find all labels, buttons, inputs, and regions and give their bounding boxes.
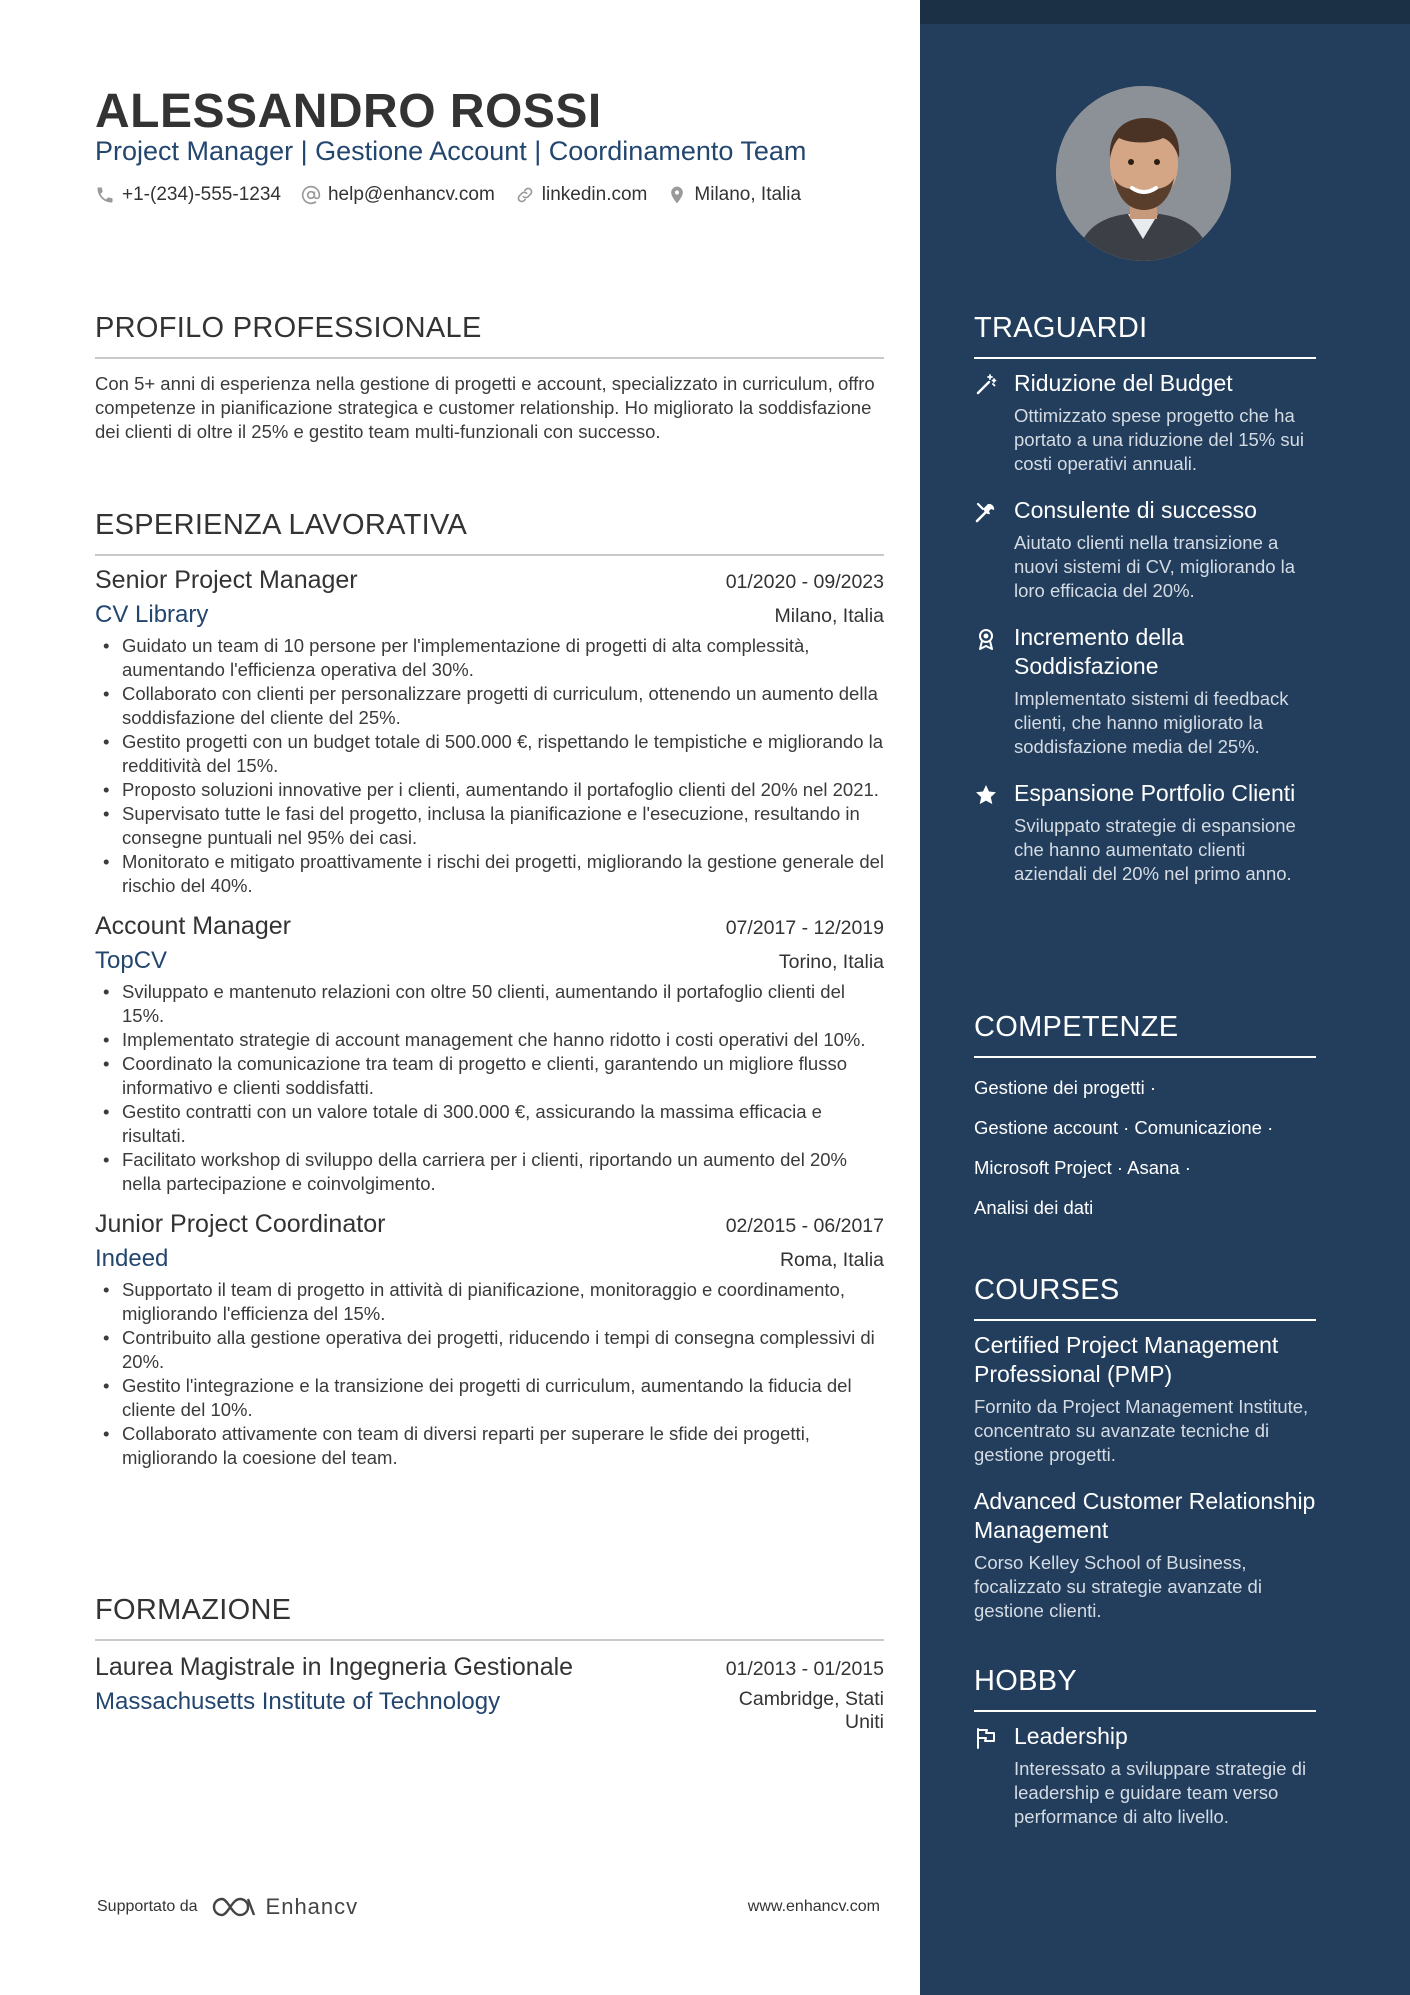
- job-dates: 07/2017 - 12/2019: [725, 917, 884, 939]
- brand-name: Enhancv: [265, 1894, 359, 1919]
- job-title: Senior Project Manager: [95, 566, 358, 594]
- profile-photo-icon: [1056, 86, 1231, 261]
- company-name: TopCV: [95, 947, 168, 974]
- contact-phone[interactable]: [95, 184, 281, 206]
- link-icon: [515, 185, 535, 205]
- summary-section: [95, 312, 884, 444]
- job-location: Roma, Italia: [779, 1249, 884, 1271]
- contact-location: [667, 184, 801, 206]
- bullet: • Contribuito alla gestione operativa dei progetti, riducendo i tempi di consegna complessivi di 20%.: [95, 1326, 884, 1374]
- bullet: • Supportato il team di progetto in attività di pianificazione, monitoraggio e coordinamento, migliorando l'efficienza del 15%.: [95, 1278, 884, 1326]
- contact-linkedin[interactable]: [515, 184, 648, 206]
- award-icon: [974, 627, 998, 651]
- candidate-name: ALESSANDRO ROSSI: [95, 85, 602, 138]
- experience-title: ESPERIENZA LAVORATIVA: [95, 509, 884, 556]
- achievement-item: [974, 623, 1316, 759]
- achievements-section: [974, 312, 1316, 886]
- achievement-title: Incremento della Soddisfazione: [1014, 624, 1185, 679]
- hobby-title: HOBBY: [974, 1665, 1316, 1712]
- bullet: • Facilitato workshop di sviluppo della carriera per i clienti, riportando un aumento del 20% nella partecipazione e coinvolgimento.: [95, 1148, 884, 1196]
- education-section: [95, 1594, 884, 1734]
- headline: Project Manager | Gestione Account | Coordinamento Team: [95, 136, 807, 166]
- job-title: Account Manager: [95, 912, 291, 940]
- achievements-title: TRAGUARDI: [974, 312, 1316, 359]
- degree-title: Laurea Magistrale in Ingegneria Gestionale: [95, 1653, 574, 1681]
- phone-text: +1-(234)-555-1234: [122, 184, 281, 205]
- avatar: [1056, 86, 1231, 261]
- bullet: • Gestito progetti con un budget totale di 500.000 €, rispettando le tempistiche e migliorando la redditività del 15%.: [95, 730, 884, 778]
- job-entry: [95, 1210, 884, 1470]
- summary-text: Con 5+ anni di esperienza nella gestione di progetti e account, specializzato in curriculum, offro competenze in pianificazione strategica e customer relationship. Ho migliorato la soddisfazione dei clienti di oltre il 25% e gestito team multi-funzionali con successo.: [95, 373, 875, 442]
- footer-url[interactable]: www.enhancv.com: [747, 1898, 880, 1915]
- achievement-title: Riduzione del Budget: [1014, 370, 1233, 396]
- job-entry: [95, 912, 884, 1196]
- course-desc: Fornito da Project Management Institute, concentrato su avanzate tecniche di gestione progetti.: [974, 1396, 1309, 1465]
- bullet: • Implementato strategie di account management che hanno ridotto i costi operativi del 10%.: [95, 1028, 884, 1052]
- bullet: • Guidato un team di 10 persone per l'implementazione di progetti di alta complessità, aumentando l'efficienza operativa del 30%.: [95, 634, 884, 682]
- job-dates: 02/2015 - 06/2017: [725, 1215, 884, 1237]
- school-name: Massachusetts Institute of Technology: [95, 1688, 501, 1715]
- bullet: • Collaborato attivamente con team di diversi reparti per superare le sfide dei progetti, migliorando la coesione del team.: [95, 1422, 884, 1470]
- course-title: Certified Project Management Professional (PMP): [974, 1332, 1279, 1387]
- bullet: • Proposto soluzioni innovative per i clienti, aumentando il portafoglio clienti del 20% nel 2021.: [95, 778, 884, 802]
- bullet: • Coordinato la comunicazione tra team di progetto e clienti, garantendo un migliore flusso informativo e clienti soddisfatti.: [95, 1052, 884, 1100]
- location-pin-icon: [667, 185, 687, 205]
- achievement-item: [974, 779, 1316, 886]
- contact-email[interactable]: [301, 184, 495, 206]
- education-location: Cambridge, Stati Uniti: [738, 1688, 884, 1733]
- hobby-section: [974, 1665, 1316, 1829]
- skill-line: Gestione dei progetti ·: [974, 1077, 1157, 1098]
- tools-icon: [974, 500, 998, 524]
- skill-line: Gestione account · Comunicazione ·: [974, 1117, 1274, 1138]
- magic-wand-icon: [974, 373, 998, 397]
- job-entry: [95, 566, 884, 898]
- experience-section: [95, 509, 884, 1470]
- achievement-desc: Implementato sistemi di feedback clienti, che hanno migliorato la soddisfazione media del 25%.: [1014, 688, 1289, 757]
- footer: [97, 1894, 880, 1920]
- powered-by-text: Supportato da: [97, 1898, 198, 1915]
- bullet: • Monitorato e mitigato proattivamente i rischi dei progetti, migliorando la gestione generale del rischio del 40%.: [95, 850, 884, 898]
- at-icon: [301, 185, 321, 205]
- courses-title: COURSES: [974, 1274, 1316, 1321]
- company-name: Indeed: [95, 1245, 169, 1272]
- bullet: • Sviluppato e mantenuto relazioni con oltre 50 clienti, aumentando il portafoglio clienti del 15%.: [95, 980, 884, 1028]
- bullet: • Collaborato con clienti per personalizzare progetti di curriculum, ottenendo un aumento della soddisfazione del cliente del 25%.: [95, 682, 884, 730]
- location-text: Milano, Italia: [694, 184, 802, 205]
- achievement-title: Espansione Portfolio Clienti: [1014, 780, 1296, 806]
- job-location: Torino, Italia: [778, 951, 884, 973]
- achievement-item: [974, 496, 1316, 603]
- phone-icon: [95, 185, 115, 205]
- star-icon: [974, 783, 998, 807]
- job-bullets: [95, 980, 884, 1196]
- enhancv-logo-icon: [210, 1894, 258, 1920]
- course-item: [974, 1331, 1316, 1467]
- sidebar-top-bar: [920, 0, 1410, 24]
- skill-line: Analisi dei dati: [974, 1197, 1094, 1218]
- bullet: • Gestito contratti con un valore totale di 300.000 €, assicurando la massima efficacia e risultati.: [95, 1100, 884, 1148]
- achievement-item: [974, 369, 1316, 476]
- hobby-item: [974, 1722, 1316, 1829]
- bullet: • Gestito l'integrazione e la transizione dei progetti di curriculum, aumentando la fiducia del cliente del 10%.: [95, 1374, 884, 1422]
- achievement-title: Consulente di successo: [1014, 497, 1257, 523]
- skills-list: [974, 1068, 1316, 1228]
- skills-section: [974, 1011, 1316, 1228]
- job-title: Junior Project Coordinator: [95, 1210, 386, 1238]
- skill-line: Microsoft Project · Asana ·: [974, 1157, 1191, 1178]
- hobby-name: Leadership: [1014, 1723, 1128, 1749]
- flag-icon: [974, 1726, 998, 1750]
- course-desc: Corso Kelley School of Business, focalizzato su strategie avanzate di gestione clienti.: [974, 1552, 1262, 1621]
- job-bullets: [95, 634, 884, 898]
- achievement-desc: Aiutato clienti nella transizione a nuovi sistemi di CV, migliorando la loro efficacia del 20%.: [1014, 532, 1296, 601]
- email-text: help@enhancv.com: [327, 184, 495, 205]
- courses-section: [974, 1274, 1316, 1623]
- contact-bar: [95, 184, 821, 206]
- achievement-desc: Ottimizzato spese progetto che ha portato a una riduzione del 15% sui costi operativi annuali.: [1014, 405, 1305, 474]
- education-dates: 01/2013 - 01/2015: [725, 1658, 884, 1680]
- summary-title: PROFILO PROFESSIONALE: [95, 312, 884, 359]
- education-title: FORMAZIONE: [95, 1594, 884, 1641]
- achievement-desc: Sviluppato strategie di espansione che hanno aumentato clienti aziendali del 20% nel primo anno.: [1014, 815, 1296, 884]
- hobby-desc: Interessato a sviluppare strategie di leadership e guidare team verso performance di alto livello.: [1014, 1758, 1307, 1827]
- job-location: Milano, Italia: [774, 605, 884, 627]
- skills-title: COMPETENZE: [974, 1011, 1316, 1058]
- course-item: [974, 1487, 1316, 1623]
- bullet: • Supervisato tutte le fasi del progetto, inclusa la pianificazione e l'esecuzione, resultando in consegne puntuali nel 95% dei casi.: [95, 802, 884, 850]
- job-dates: 01/2020 - 09/2023: [725, 571, 884, 593]
- sidebar: [920, 0, 1410, 1995]
- job-bullets: [95, 1278, 884, 1470]
- course-title: Advanced Customer Relationship Management: [974, 1488, 1316, 1543]
- linkedin-text: linkedin.com: [541, 184, 648, 205]
- company-name: CV Library: [95, 601, 209, 628]
